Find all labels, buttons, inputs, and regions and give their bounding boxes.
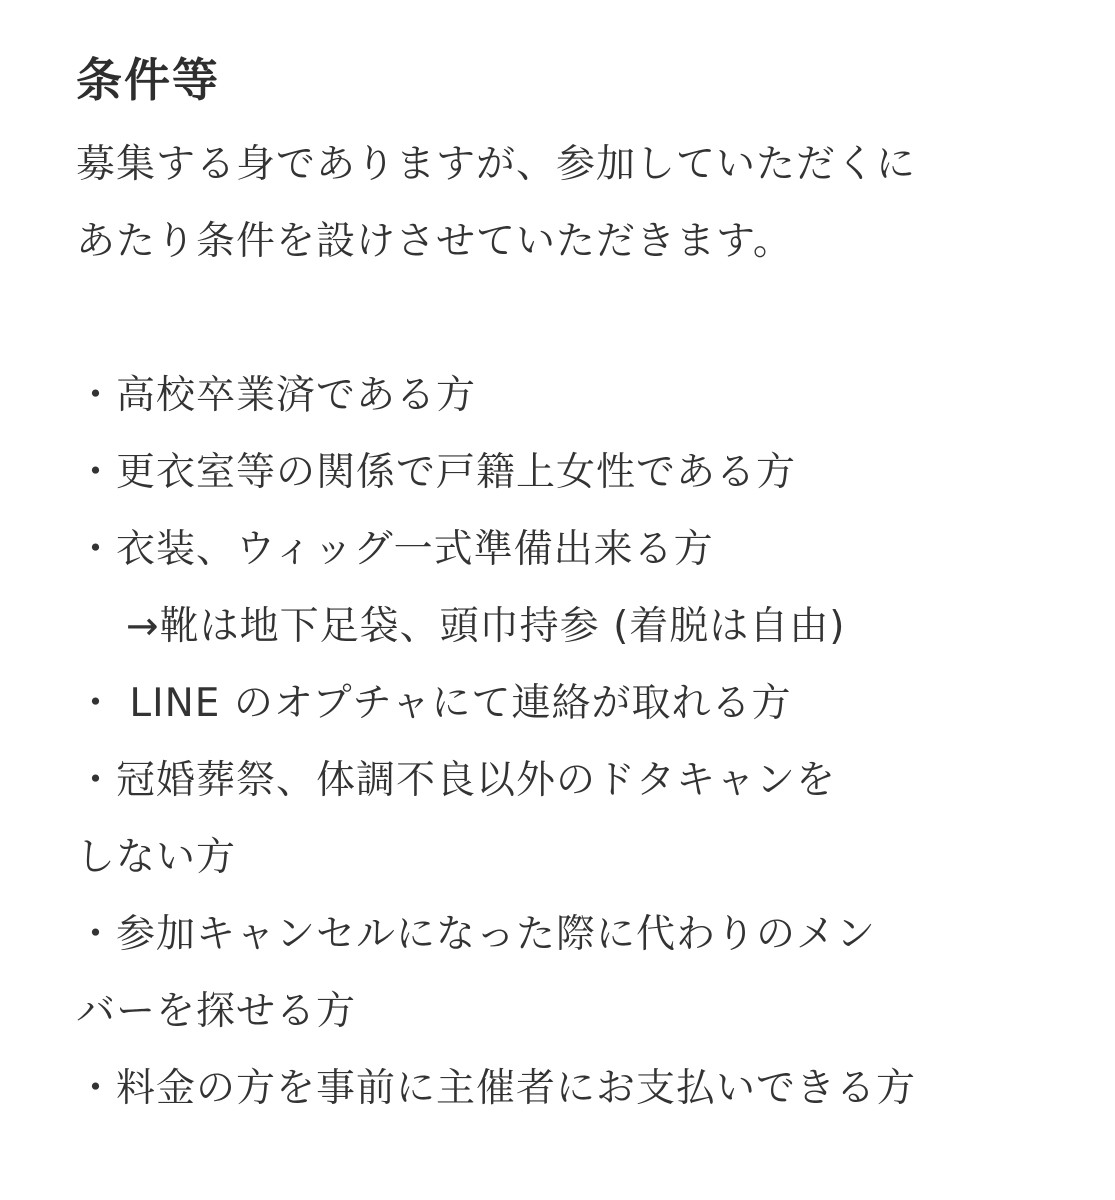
condition-item: ・ LINE のオプチャにて連絡が取れる方 [76,681,792,726]
condition-item: ・衣装、ウィッグ一式準備出来る方 [76,527,714,572]
condition-sub-item: →靴は地下足袋、頭巾持参 (着脱は自由) [126,604,846,649]
section-heading: 条件等 [76,53,220,107]
intro-paragraph: 募集する身でありますが、参加していただくに あたり条件を設けさせていただきます。 [76,142,917,264]
condition-item: ・参加キャンセルになった際に代わりのメン バーを探せる方 [76,912,877,1034]
conditions-list [76,357,1075,1127]
condition-item: ・冠婚葬祭、体調不良以外のドタキャンを しない方 [76,758,837,880]
condition-item: ・更衣室等の関係で戸籍上女性である方 [76,450,797,495]
condition-item: ・料金の方を事前に主催者にお支払いできる方 [76,1066,917,1111]
blank-line [76,280,1075,357]
condition-item: ・高校卒業済である方 [76,373,477,418]
